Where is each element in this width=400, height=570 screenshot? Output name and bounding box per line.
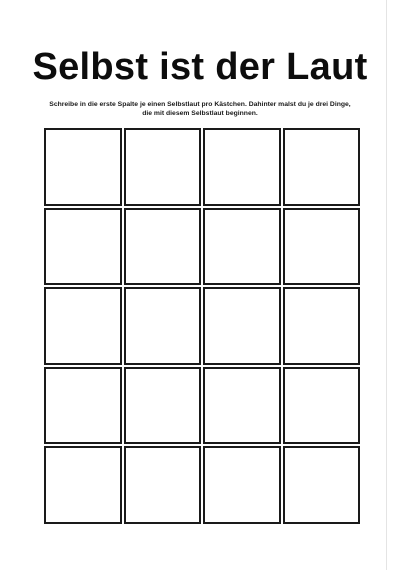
- instruction-line-2: die mit diesem Selbstlaut beginnen.: [142, 110, 258, 117]
- drawing-box: [124, 128, 202, 206]
- drawing-box: [283, 128, 361, 206]
- drawing-box: [283, 208, 361, 286]
- vowel-box: [44, 128, 122, 206]
- vowel-box: [44, 287, 122, 365]
- drawing-box: [203, 446, 281, 524]
- drawing-box: [203, 287, 281, 365]
- drawing-box: [124, 208, 202, 286]
- answer-grid: [44, 128, 360, 524]
- worksheet-instruction: [20, 100, 380, 118]
- drawing-box: [283, 367, 361, 445]
- drawing-box: [283, 446, 361, 524]
- drawing-box: [203, 367, 281, 445]
- vowel-box: [44, 208, 122, 286]
- drawing-box: [124, 287, 202, 365]
- drawing-box: [124, 446, 202, 524]
- drawing-box: [283, 287, 361, 365]
- drawing-box: [124, 367, 202, 445]
- worksheet-title: Selbst ist der Laut: [32, 46, 368, 88]
- drawing-box: [203, 208, 281, 286]
- vowel-box: [44, 446, 122, 524]
- drawing-box: [203, 128, 281, 206]
- vowel-box: [44, 367, 122, 445]
- instruction-line-1: Schreibe in die erste Spalte je einen Selbstlaut pro Kästchen. Dahinter malst du je drei Dinge,: [49, 101, 351, 108]
